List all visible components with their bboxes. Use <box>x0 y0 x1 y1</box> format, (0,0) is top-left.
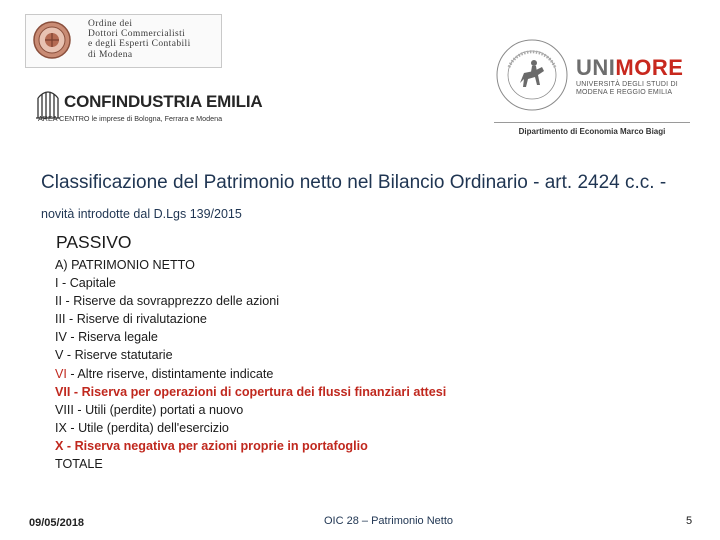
odcec-logo <box>25 14 222 68</box>
title-note: novità introdotte dal D.Lgs 139/2015 <box>41 207 242 221</box>
unimore-name <box>576 55 683 81</box>
confindustria-subtitle: AREA CENTRO le imprese di Bologna, Ferrara e Modena <box>38 114 223 123</box>
odcec-line-3: e degli Esperti Contabili <box>88 39 191 50</box>
unimore-line-2: MODENA E REGGIO EMILIA <box>576 89 673 96</box>
list-item: TOTALE <box>55 457 103 472</box>
footer-date: 09/05/2018 <box>29 517 85 529</box>
list-item-prefix: VI <box>55 366 67 381</box>
title-main: Classificazione del Patrimonio netto nel Bilancio Ordinario - art. 2424 c.c. - <box>41 172 667 193</box>
list-item: IV - Riserva legale <box>55 330 158 345</box>
list-item <box>55 365 446 383</box>
slide-title <box>41 168 701 229</box>
odcec-line-1: Ordine dei <box>88 19 133 29</box>
odcec-line-4: di Modena <box>88 49 133 60</box>
odcec-seal-icon <box>32 20 72 60</box>
equity-items-list <box>55 256 446 473</box>
list-item: III - Riserve di rivalutazione <box>55 312 207 327</box>
list-item: V - Riserve statutarie <box>55 348 173 363</box>
list-item: A) PATRIMONIO NETTO <box>55 258 195 272</box>
list-item-highlighted: X - Riserva negativa per azioni proprie in portafoglio <box>55 438 368 453</box>
unimore-line-1: UNIVERSITÀ DEGLI STUDI DI <box>576 81 678 88</box>
list-item-highlighted: VII - Riserva per operazioni di copertura dei flussi finanziari attesi <box>55 384 447 399</box>
section-heading: PASSIVO <box>56 232 132 252</box>
unimore-logo <box>494 37 694 142</box>
unimore-name-part1: UNI <box>576 55 616 80</box>
footer-title: OIC 28 – Patrimonio Netto <box>324 515 454 527</box>
page-number: 5 <box>686 515 693 527</box>
list-item-text: - Altre riserve, distintamente indicate <box>66 366 274 381</box>
confindustria-name: CONFINDUSTRIA EMILIA <box>64 92 263 111</box>
unimore-university-name <box>576 81 678 97</box>
odcec-name <box>88 19 218 60</box>
unimore-divider <box>494 122 690 123</box>
department-name: Dipartimento di Economia Marco Biagi <box>518 127 666 136</box>
unimore-seal-icon <box>494 37 570 113</box>
list-item: VIII - Utili (perdite) portati a nuovo <box>55 402 244 417</box>
list-item: IX - Utile (perdita) dell'esercizio <box>55 420 229 435</box>
odcec-line-2: Dottori Commercialisti <box>88 29 186 40</box>
list-item: II - Riserve da sovrapprezzo delle azioni <box>55 294 279 309</box>
unimore-name-part2: MORE <box>615 55 684 80</box>
confindustria-logo <box>34 88 263 130</box>
list-item: I - Capitale <box>55 276 116 291</box>
